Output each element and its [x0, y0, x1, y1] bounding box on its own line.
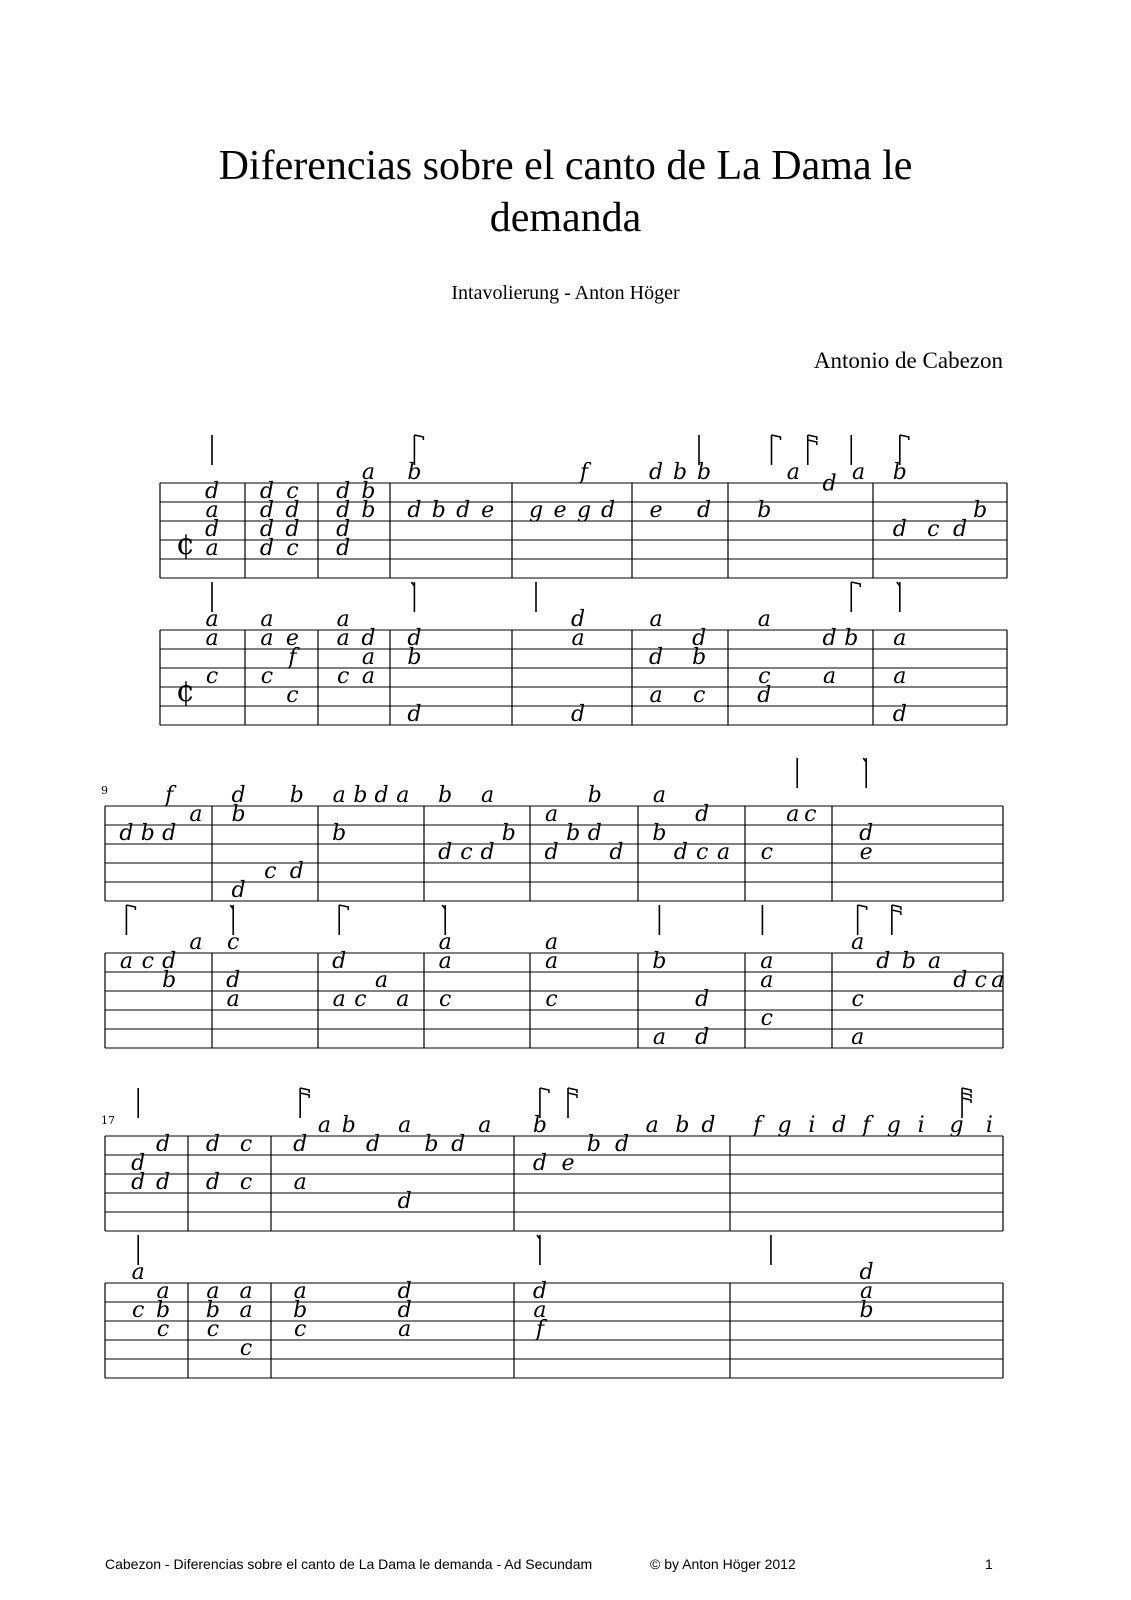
rhythm-flag: [897, 582, 900, 612]
tab-letter: a: [260, 626, 274, 651]
tab-letter: e: [561, 1151, 575, 1176]
tab-letter: d: [231, 783, 246, 808]
tab-letter: c: [293, 1317, 307, 1342]
tab-letter: c: [206, 1317, 220, 1342]
tab-letter: b: [892, 460, 907, 485]
measure: [226, 905, 240, 1012]
tab-letter: g: [949, 1113, 964, 1138]
tab-staff: [160, 582, 1007, 727]
tab-letter: d: [438, 840, 453, 865]
tab-letter: c: [804, 802, 817, 827]
tab-letter: a: [645, 1113, 659, 1138]
tab-letter: d: [587, 821, 602, 846]
tab-letter: d: [532, 1151, 547, 1176]
tab-letter: a: [226, 987, 240, 1012]
measure: [119, 783, 202, 846]
tab-letter: a: [156, 1279, 170, 1304]
tab-letter: f: [753, 1113, 762, 1138]
measure: [771, 1235, 874, 1323]
tab-letter: e: [285, 626, 299, 651]
measure: [751, 1088, 993, 1138]
tab-letter: d: [259, 479, 274, 504]
tab-letter: a: [786, 460, 800, 485]
tab-letter: c: [205, 664, 219, 689]
piece-title-line-1: Diferencias sobre el canto de La Dama le: [218, 143, 913, 189]
tab-letter: c: [545, 987, 558, 1012]
tab-letter: d: [205, 1170, 220, 1195]
tab-letter: d: [859, 1260, 874, 1285]
tab-letter: i: [808, 1113, 816, 1138]
tab-letter: a: [545, 802, 559, 827]
tab-letter: e: [649, 498, 663, 523]
tab-letter: c: [758, 664, 771, 689]
tab-letter: d: [397, 1189, 412, 1214]
tab-letter: b: [652, 949, 667, 974]
tab-letter: d: [293, 1132, 308, 1157]
rhythm-flag: [892, 905, 901, 935]
measure: [293, 1088, 491, 1214]
measure: [536, 582, 585, 727]
tab-letter: a: [533, 1298, 547, 1323]
tab-letter: b: [696, 460, 712, 485]
rhythm-flag: [772, 435, 781, 465]
piece-title-line-2: demanda: [489, 195, 642, 241]
tab-letter: f: [288, 645, 297, 670]
measure: [545, 930, 558, 1012]
rhythm-flag: [126, 905, 135, 935]
tab-letter: e: [859, 840, 873, 865]
tab-letter: i: [985, 1113, 993, 1138]
tab-letter: d: [285, 517, 300, 542]
measure: [260, 479, 300, 561]
tab-letter: a: [822, 664, 837, 689]
tab-letter: d: [859, 821, 874, 846]
tab-letter: b: [859, 1298, 874, 1323]
tab-letter: a: [336, 607, 350, 632]
tab-letter: a: [293, 1170, 307, 1195]
tab-letter: d: [397, 1279, 412, 1304]
measure: [231, 783, 303, 903]
tab-letter: d: [259, 536, 274, 561]
tab-letter: a: [361, 460, 375, 485]
tab-letter: b: [587, 783, 602, 808]
tab-letter: d: [456, 498, 471, 523]
tab-letter: d: [336, 498, 351, 523]
tab-letter: b: [424, 1132, 439, 1157]
measure: [407, 435, 494, 523]
tab-letter: c: [132, 1298, 145, 1323]
tab-letter: b: [162, 968, 177, 993]
tab-letter: a: [893, 664, 907, 689]
measure: [893, 435, 987, 542]
measure: [533, 1235, 548, 1342]
measure: [337, 607, 376, 689]
measure: [206, 1279, 253, 1361]
tab-letter: a: [717, 840, 731, 865]
tab-letter: a: [991, 968, 1005, 993]
tab-letter: a: [545, 930, 559, 955]
tab-letter: a: [260, 607, 274, 632]
tab-letter: b: [566, 821, 581, 846]
tab-letter: a: [336, 626, 350, 651]
measure: [439, 905, 452, 1012]
tab-letter: d: [226, 968, 241, 993]
tab-letter: c: [439, 987, 452, 1012]
tab-letter: a: [189, 930, 203, 955]
measure: [131, 1088, 170, 1195]
tab-letter: e: [481, 498, 495, 523]
tab-letter: d: [532, 1279, 547, 1304]
tab-letter: e: [553, 498, 567, 523]
tab-letter: c: [239, 1336, 253, 1361]
measure: [529, 460, 615, 523]
tab-letter: a: [649, 683, 663, 708]
tab-letter: b: [341, 1113, 356, 1138]
tab-letter: a: [396, 987, 410, 1012]
rhythm-flag: [300, 1088, 309, 1118]
tab-letter: d: [259, 498, 274, 523]
tab-staff: [105, 905, 1004, 1050]
tab-letter: c: [460, 840, 473, 865]
measure: [205, 435, 219, 561]
tab-letter: b: [289, 783, 304, 808]
measure: [761, 758, 817, 865]
measure: [205, 582, 218, 689]
tab-letter: d: [289, 859, 304, 884]
tab-letter: a: [398, 1113, 412, 1138]
tab-letter: c: [760, 840, 773, 865]
tab-letter: d: [336, 517, 351, 542]
measure: [649, 460, 711, 523]
tab-letter: d: [544, 840, 559, 865]
tab-letter: d: [156, 1132, 171, 1157]
tab-letter: d: [692, 626, 707, 651]
measure-number: 17: [101, 1114, 115, 1127]
tab-letter: c: [239, 1132, 253, 1157]
time-signature: ¢: [176, 527, 196, 562]
tab-letter: a: [239, 1298, 253, 1323]
tab-letter: a: [205, 607, 219, 632]
tab-letter: d: [876, 949, 891, 974]
measure: [407, 582, 421, 727]
arranger-credit: Intavolierung - Anton Höger: [451, 282, 680, 304]
tab-letter: b: [844, 626, 859, 651]
tab-letter: d: [407, 498, 422, 523]
tab-letter: a: [361, 664, 375, 689]
tab-letter: c: [851, 987, 864, 1012]
tab-letter: a: [478, 1113, 492, 1138]
tab-letter: c: [337, 664, 350, 689]
tab-staff: [105, 1088, 1003, 1231]
tab-letter: a: [893, 626, 907, 651]
tab-letter: b: [407, 645, 422, 670]
tab-letter: d: [332, 949, 347, 974]
measure: [336, 460, 375, 561]
tab-letter: d: [156, 1170, 171, 1195]
tab-letter: a: [398, 1317, 412, 1342]
tab-letter: d: [131, 1151, 146, 1176]
tab-letter: a: [205, 536, 219, 561]
tab-letter: c: [227, 930, 240, 955]
tab-letter: c: [927, 517, 940, 542]
tab-letter: a: [189, 802, 203, 827]
tab-letter: c: [693, 683, 706, 708]
tab-staff: [160, 435, 1007, 578]
tab-letter: b: [586, 1132, 601, 1157]
tab-letter: a: [481, 783, 495, 808]
tab-letter: b: [205, 1298, 220, 1323]
tab-letter: a: [317, 1113, 332, 1138]
measure: [696, 435, 866, 523]
tab-letter: d: [361, 626, 376, 651]
tab-letter: b: [332, 821, 347, 846]
tab-letter: d: [162, 949, 177, 974]
tab-letter: c: [239, 1170, 253, 1195]
measure: [851, 905, 1004, 1050]
tab-letter: b: [675, 1113, 690, 1138]
measure: [893, 582, 907, 727]
tab-letter: d: [822, 471, 837, 497]
measure: [332, 783, 409, 846]
tab-letter: a: [649, 607, 663, 632]
tab-letter: a: [571, 626, 585, 651]
tab-letter: d: [892, 517, 907, 542]
tab-letter: b: [438, 783, 453, 808]
tab-letter: f: [535, 1317, 544, 1342]
tab-letter: d: [600, 498, 616, 523]
tab-letter: d: [204, 479, 220, 504]
tab-letter: d: [231, 878, 246, 903]
measure: [652, 905, 709, 1050]
tab-letter: d: [673, 840, 688, 865]
tab-letter: a: [652, 1025, 666, 1050]
rhythm-flag: [411, 582, 414, 612]
tab-letter: a: [786, 802, 800, 827]
tab-letter: a: [760, 949, 774, 974]
rhythm-flag: [568, 1088, 577, 1118]
tab-letter: d: [609, 840, 624, 865]
tab-letter: b: [140, 821, 155, 846]
footer-title: Cabezon - Diferencias sobre el canto de La Dama le demanda - Ad Secundam: [105, 1556, 593, 1572]
tab-letter: c: [286, 683, 299, 708]
tab-letter: a: [361, 645, 375, 670]
tab-letter: c: [264, 859, 277, 884]
tab-letter: b: [293, 1298, 308, 1323]
tab-letter: d: [407, 626, 422, 651]
measure: [206, 1132, 252, 1195]
tab-staff: [105, 758, 1003, 903]
measure: [533, 1088, 716, 1176]
measure: [545, 783, 624, 865]
tab-letter: d: [259, 517, 274, 542]
measure: [132, 1235, 171, 1342]
tab-letter: d: [366, 1132, 381, 1157]
tab-letter: d: [648, 460, 664, 485]
tab-letter: g: [777, 1113, 792, 1138]
measure: [760, 905, 773, 1031]
tab-letter: a: [928, 949, 942, 974]
tab-letter: a: [239, 1279, 253, 1304]
tab-letter: a: [859, 1279, 874, 1304]
tab-letter: d: [480, 840, 495, 865]
tab-letter: a: [375, 968, 389, 993]
tab-letter: d: [205, 1132, 220, 1157]
composer-name: Antonio de Cabezon: [813, 348, 1003, 373]
tab-letter: d: [695, 1025, 710, 1050]
tab-letter: a: [760, 968, 774, 993]
measure: [652, 783, 730, 865]
tab-letter: a: [332, 987, 346, 1012]
tab-letter: f: [862, 1113, 871, 1138]
tab-letter: d: [757, 683, 772, 708]
tab-letter: b: [231, 802, 246, 827]
measure: [757, 582, 860, 708]
tab-letter: d: [336, 536, 351, 561]
tab-staff: [105, 1235, 1003, 1378]
tab-letter: b: [692, 645, 707, 670]
tab-letter: d: [822, 626, 837, 651]
tab-letter: c: [354, 987, 367, 1012]
tab-letter: d: [614, 1132, 630, 1157]
measure: [649, 607, 706, 708]
tab-letter: b: [353, 783, 368, 808]
tab-letter: d: [696, 498, 712, 523]
tab-letter: d: [701, 1113, 716, 1138]
page-number: 1: [985, 1556, 993, 1572]
measure: [260, 607, 300, 708]
tab-letter: b: [973, 498, 988, 523]
tab-letter: a: [851, 930, 865, 955]
rhythm-flag: [339, 905, 348, 935]
rhythm-flag: [851, 582, 860, 612]
measure-number: 9: [101, 784, 108, 797]
tab-letter: d: [695, 987, 710, 1012]
tab-letter: g: [576, 498, 592, 523]
tab-letter: a: [332, 783, 346, 808]
tab-letter: a: [293, 1279, 307, 1304]
tab-letter: c: [974, 968, 987, 993]
tab-letter: b: [672, 460, 688, 485]
tab-letter: d: [570, 607, 586, 632]
tab-letter: i: [917, 1113, 925, 1138]
tab-letter: b: [361, 498, 376, 523]
tab-letter: a: [545, 949, 559, 974]
tab-letter: d: [204, 517, 220, 542]
tab-letter: d: [648, 645, 664, 670]
tab-letter: d: [336, 479, 351, 504]
tab-letter: c: [696, 840, 709, 865]
tab-letter: d: [892, 702, 907, 727]
tab-letter: a: [205, 498, 219, 523]
tab-letter: d: [953, 968, 968, 993]
tab-letter: a: [206, 1279, 220, 1304]
tab-letter: b: [757, 498, 772, 523]
rhythm-flag: [537, 1235, 540, 1265]
measure: [859, 758, 873, 865]
tab-letter: c: [156, 1317, 170, 1342]
tab-letter: d: [285, 498, 300, 523]
tab-letter: g: [886, 1113, 901, 1138]
tab-letter: f: [579, 460, 589, 485]
tab-letter: b: [156, 1298, 171, 1323]
tab-letter: a: [757, 607, 771, 632]
tab-system: [160, 435, 1007, 727]
tab-letter: b: [901, 949, 916, 974]
tab-letter: c: [286, 536, 299, 561]
tab-letter: a: [131, 1260, 145, 1285]
tab-letter: d: [570, 702, 586, 727]
tab-letter: d: [374, 783, 389, 808]
measure: [438, 783, 516, 865]
tab-system: [101, 1088, 1003, 1378]
tab-letter: a: [119, 949, 133, 974]
measure: [332, 905, 409, 1012]
tab-letter: d: [451, 1132, 466, 1157]
tab-system: [101, 758, 1004, 1050]
tab-letter: c: [286, 479, 299, 504]
tab-letter: b: [501, 821, 516, 846]
tab-letter: d: [695, 802, 710, 827]
rhythm-flag: [808, 435, 817, 465]
tab-letter: g: [528, 498, 544, 523]
tab-letter: b: [407, 460, 422, 485]
tab-letter: d: [162, 821, 177, 846]
measure: [120, 905, 203, 993]
tab-letter: a: [438, 930, 452, 955]
tab-letter: b: [652, 821, 667, 846]
tab-letter: c: [141, 949, 154, 974]
tab-letter: c: [760, 1006, 773, 1031]
tab-letter: d: [397, 1298, 412, 1323]
tab-letter: a: [851, 460, 866, 485]
tab-letter: d: [119, 821, 134, 846]
measure: [293, 1279, 412, 1342]
tab-letter: d: [131, 1170, 146, 1195]
tab-letter: a: [396, 783, 410, 808]
footer-copyright: © by Anton Höger 2012: [650, 1556, 796, 1572]
tab-letter: d: [832, 1113, 847, 1138]
tab-letter: b: [361, 479, 376, 504]
tab-letter: d: [407, 702, 422, 727]
tab-letter: a: [438, 949, 452, 974]
tab-letter: b: [532, 1113, 547, 1138]
tab-letter: f: [165, 783, 174, 808]
rhythm-flag: [863, 758, 866, 788]
tab-letter: c: [260, 664, 274, 689]
tab-letter: a: [652, 783, 666, 808]
tab-letter: a: [205, 626, 219, 651]
time-signature: ¢: [176, 674, 196, 709]
tab-letter: a: [851, 1025, 865, 1050]
tab-letter: d: [953, 517, 968, 542]
tab-letter: b: [431, 498, 446, 523]
